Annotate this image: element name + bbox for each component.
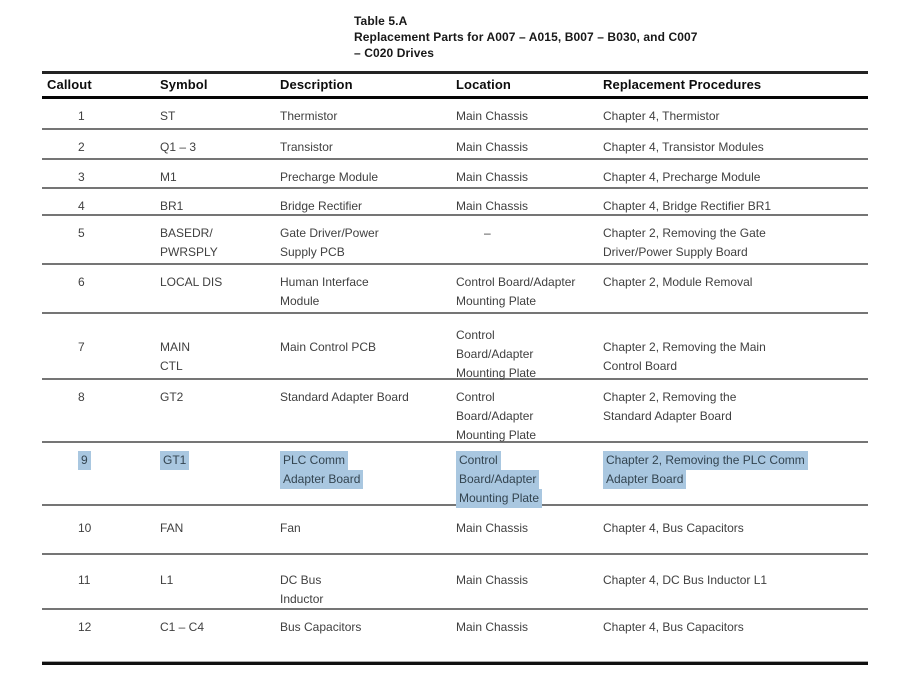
cell-location: Main Chassis bbox=[456, 573, 529, 587]
cell-callout: 2 bbox=[78, 140, 85, 154]
cell-callout: 3 bbox=[78, 170, 85, 184]
table-row bbox=[42, 555, 868, 610]
cell-location: Control Board/Adapter Mounting Plate bbox=[456, 328, 537, 380]
cell-description: Human Interface Module bbox=[280, 275, 369, 308]
cell-description: Thermistor bbox=[280, 109, 338, 123]
column-header-description: Description bbox=[280, 77, 353, 92]
cell-procedures: Chapter 4, Bus Capacitors bbox=[603, 521, 744, 535]
table-row bbox=[42, 99, 868, 130]
cell-procedures: Chapter 4, Bridge Rectifier BR1 bbox=[603, 199, 772, 213]
cell-description: Bridge Rectifier bbox=[280, 199, 363, 213]
cell-description: Fan bbox=[280, 521, 301, 535]
cell-callout: 10 bbox=[78, 521, 92, 535]
cell-description: Bus Capacitors bbox=[280, 620, 362, 634]
cell-location: Main Chassis bbox=[456, 620, 529, 634]
table-row bbox=[42, 265, 868, 314]
cell-procedures bbox=[603, 443, 868, 504]
table-row bbox=[42, 610, 868, 661]
cell-callout: 1 bbox=[78, 109, 85, 123]
cell-callout: 7 bbox=[78, 340, 85, 354]
cell-location bbox=[456, 443, 603, 504]
column-header-location: Location bbox=[456, 77, 511, 92]
table-row bbox=[42, 130, 868, 160]
cell-location: Control Board/Adapter Mounting Plate bbox=[456, 275, 576, 308]
selection-highlight: 9 bbox=[78, 451, 91, 470]
cell-symbol: ST bbox=[160, 109, 176, 123]
cell-procedures: Chapter 2, Removing the Gate Driver/Power Supply Board bbox=[603, 226, 766, 259]
table-caption-line1: Replacement Parts for A007 – A015, B007 – B030, and C007 bbox=[354, 30, 698, 44]
selection-highlight: Mounting Plate bbox=[456, 489, 542, 508]
cell-description bbox=[280, 443, 456, 504]
cell-symbol: M1 bbox=[160, 170, 177, 184]
cell-symbol bbox=[160, 443, 280, 504]
cell-procedures: Chapter 4, Bus Capacitors bbox=[603, 620, 744, 634]
cell-location: Main Chassis bbox=[456, 170, 529, 184]
table-row bbox=[42, 506, 868, 555]
cell-symbol: Q1 – 3 bbox=[160, 140, 197, 154]
replacement-parts-table bbox=[42, 71, 868, 665]
table-body bbox=[42, 99, 868, 661]
cell-procedures: Chapter 4, DC Bus Inductor L1 bbox=[603, 573, 768, 587]
table-row bbox=[42, 443, 868, 506]
cell-description: Main Control PCB bbox=[280, 340, 377, 354]
selection-highlight: PLC Comm bbox=[280, 451, 348, 470]
table-row bbox=[42, 314, 868, 380]
table-number: Table 5.A bbox=[354, 14, 408, 28]
cell-callout bbox=[42, 443, 160, 504]
cell-symbol: LOCAL DIS bbox=[160, 275, 223, 289]
cell-symbol: BASEDR/ PWRSPLY bbox=[160, 226, 218, 259]
cell-symbol: L1 bbox=[160, 573, 174, 587]
cell-callout: 11 bbox=[78, 573, 91, 587]
column-header-callout: Callout bbox=[47, 77, 92, 92]
cell-symbol: BR1 bbox=[160, 199, 184, 213]
selection-highlight: Adapter Board bbox=[280, 470, 363, 489]
cell-description: Gate Driver/Power Supply PCB bbox=[280, 226, 379, 259]
cell-description: DC Bus Inductor bbox=[280, 573, 324, 606]
cell-callout: 8 bbox=[78, 390, 85, 404]
column-header-procedures: Replacement Procedures bbox=[603, 77, 762, 92]
cell-callout: 6 bbox=[78, 275, 85, 289]
cell-description: Precharge Module bbox=[280, 170, 379, 184]
cell-callout: 12 bbox=[78, 620, 92, 634]
table-header-row bbox=[42, 74, 868, 96]
table-caption-line2: – C020 Drives bbox=[354, 46, 435, 60]
cell-symbol: GT2 bbox=[160, 390, 184, 404]
cell-procedures: Chapter 2, Removing the Standard Adapter Board bbox=[603, 390, 737, 423]
table-bottom-rule bbox=[42, 662, 868, 665]
cell-location: Main Chassis bbox=[456, 140, 529, 154]
cell-symbol: MAIN CTL bbox=[160, 340, 190, 373]
cell-procedures: Chapter 2, Module Removal bbox=[603, 275, 753, 289]
cell-location: Main Chassis bbox=[456, 109, 529, 123]
cell-location: Main Chassis bbox=[456, 521, 529, 535]
cell-description: Standard Adapter Board bbox=[280, 390, 409, 404]
cell-callout: 4 bbox=[78, 199, 85, 213]
cell-procedures: Chapter 2, Removing the Main Control Board bbox=[603, 340, 766, 373]
cell-callout: 5 bbox=[78, 226, 85, 240]
selection-highlight: GT1 bbox=[160, 451, 189, 470]
table-row bbox=[42, 380, 868, 443]
table-title-block bbox=[354, 13, 698, 61]
table-row bbox=[42, 160, 868, 189]
cell-symbol: C1 – C4 bbox=[160, 620, 205, 634]
cell-procedures: Chapter 4, Thermistor bbox=[603, 109, 720, 123]
selection-highlight: Board/Adapter bbox=[456, 470, 539, 489]
selection-highlight: Adapter Board bbox=[603, 470, 686, 489]
cell-location: Main Chassis bbox=[456, 199, 529, 213]
selection-highlight: Control bbox=[456, 451, 501, 470]
cell-symbol: FAN bbox=[160, 521, 184, 535]
table-row bbox=[42, 216, 868, 265]
table-row bbox=[42, 189, 868, 216]
cell-procedures: Chapter 4, Transistor Modules bbox=[603, 140, 764, 154]
selection-highlight: Chapter 2, Removing the PLC Comm bbox=[603, 451, 808, 470]
column-header-symbol: Symbol bbox=[160, 77, 208, 92]
cell-location: – bbox=[484, 226, 491, 240]
cell-location: Control Board/Adapter Mounting Plate bbox=[456, 390, 537, 442]
cell-procedures: Chapter 4, Precharge Module bbox=[603, 170, 761, 184]
cell-description: Transistor bbox=[280, 140, 333, 154]
